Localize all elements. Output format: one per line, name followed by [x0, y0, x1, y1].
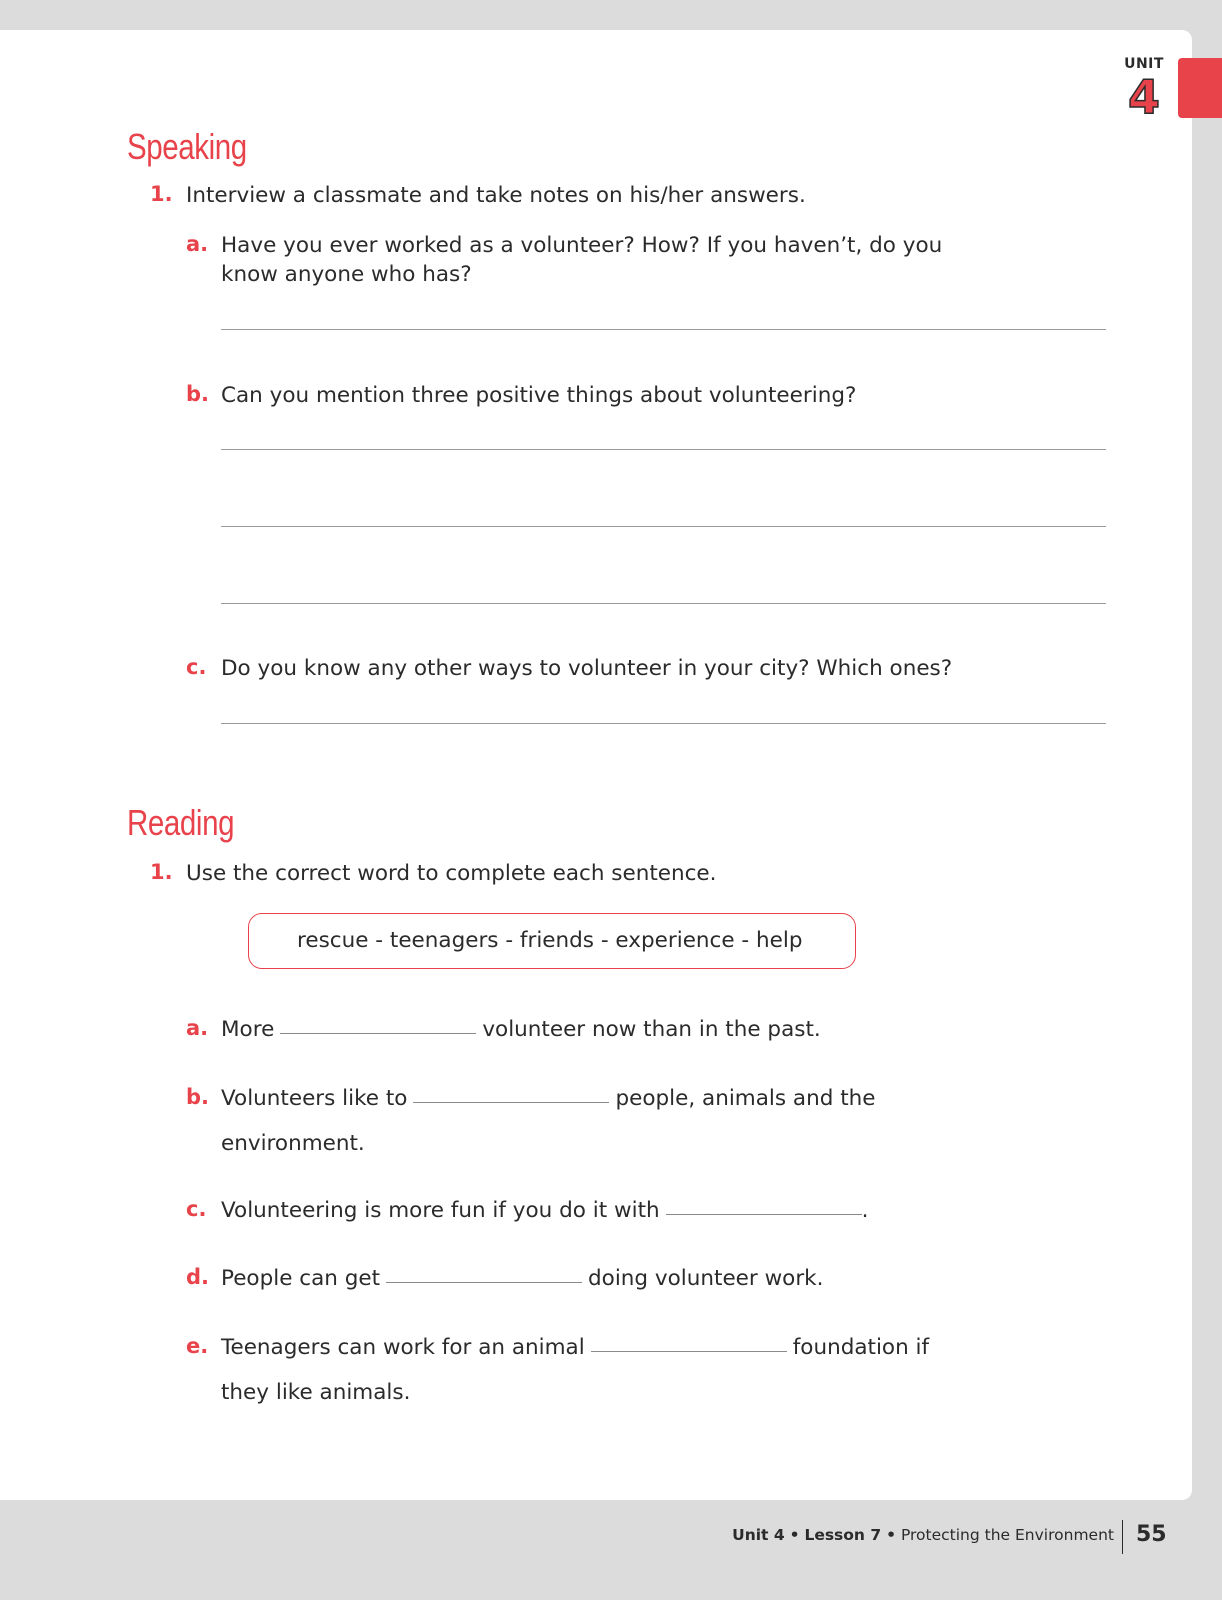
- reading-e-letter: e.: [186, 1334, 209, 1358]
- speaking-a-line2: know anyone who has?: [221, 262, 472, 287]
- reading-b-line2: environment.: [221, 1131, 365, 1156]
- blank-d[interactable]: [386, 1282, 582, 1283]
- speaking-c-letter: c.: [186, 655, 207, 679]
- speaking-a-line1: Have you ever worked as a volunteer? How? If you haven’t, do you: [221, 233, 943, 258]
- footer-lesson-info: Unit 4 • Lesson 7 • Protecting the Environment: [732, 1526, 1114, 1544]
- footer-separator: [1122, 1520, 1123, 1554]
- unit-label: UNIT: [1124, 56, 1164, 72]
- reading-a-letter: a.: [186, 1016, 209, 1040]
- page-number: 55: [1136, 1522, 1167, 1547]
- speaking-q1-number: 1.: [150, 182, 173, 206]
- unit-number: 4: [1127, 70, 1160, 124]
- reading-d-letter: d.: [186, 1265, 210, 1289]
- blank-e[interactable]: [591, 1351, 787, 1352]
- blank-b[interactable]: [413, 1102, 609, 1103]
- reading-c-letter: c.: [186, 1197, 207, 1221]
- reading-a-sentence: More volunteer now than in the past.: [221, 1017, 821, 1042]
- reading-e-line2: they like animals.: [221, 1380, 411, 1405]
- word-bank-box: rescue - teenagers - friends - experience - help: [248, 913, 856, 969]
- answer-line-b1[interactable]: [221, 449, 1106, 450]
- reading-q1-number: 1.: [150, 860, 173, 884]
- answer-line-b3[interactable]: [221, 603, 1106, 604]
- answer-line-b2[interactable]: [221, 526, 1106, 527]
- answer-line-a[interactable]: [221, 329, 1106, 330]
- blank-c[interactable]: [666, 1214, 862, 1215]
- speaking-a-letter: a.: [186, 232, 209, 256]
- reading-title: Reading: [127, 802, 235, 843]
- reading-d-sentence: People can get doing volunteer work.: [221, 1266, 824, 1291]
- speaking-c-text: Do you know any other ways to volunteer in your city? Which ones?: [221, 656, 953, 681]
- unit-tab: [1178, 58, 1222, 118]
- speaking-b-letter: b.: [186, 382, 210, 406]
- reading-b-sentence: Volunteers like to people, animals and the: [221, 1086, 876, 1111]
- reading-e-sentence: Teenagers can work for an animal foundation if: [221, 1335, 930, 1360]
- speaking-b-text: Can you mention three positive things about volunteering?: [221, 383, 857, 408]
- reading-q1-text: Use the correct word to complete each sentence.: [186, 861, 717, 886]
- speaking-q1-text: Interview a classmate and take notes on his/her answers.: [186, 183, 806, 208]
- reading-b-letter: b.: [186, 1085, 210, 1109]
- blank-a[interactable]: [280, 1033, 476, 1034]
- answer-line-c[interactable]: [221, 723, 1106, 724]
- reading-c-sentence: Volunteering is more fun if you do it with .: [221, 1198, 869, 1223]
- speaking-title: Speaking: [127, 126, 247, 167]
